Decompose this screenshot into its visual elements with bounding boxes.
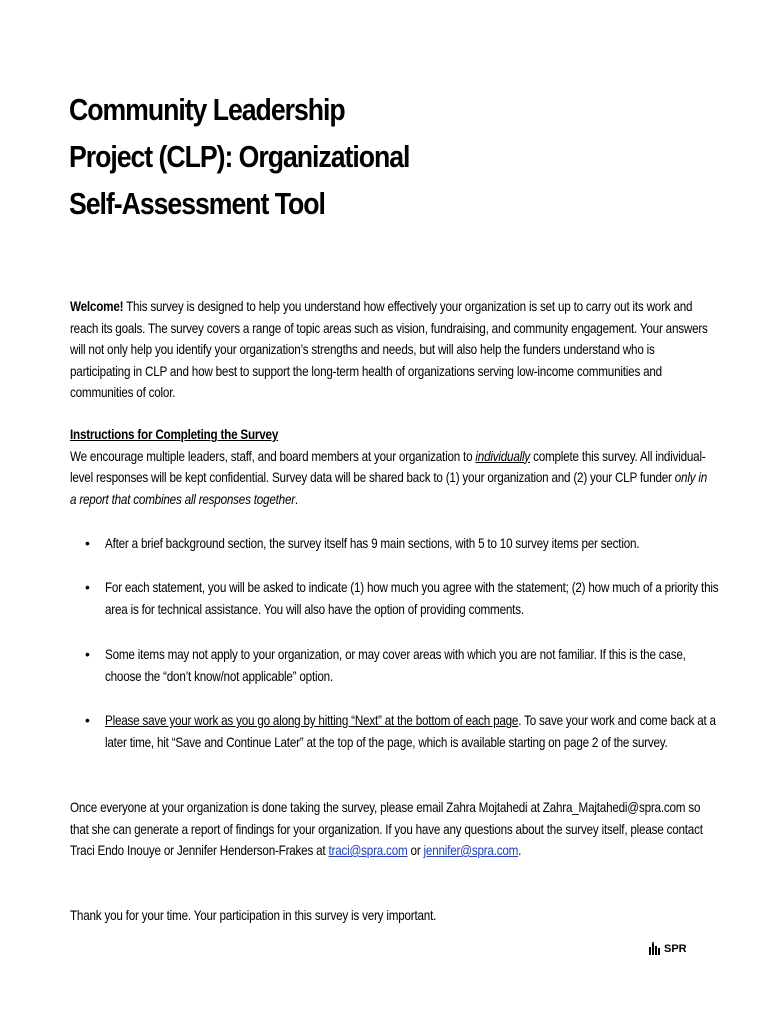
- bullet-text: After a brief background section, the survey itself has 9 main sections, with 5 to 10 survey items per section.: [105, 536, 640, 551]
- title-line-1: Community Leadership: [69, 92, 345, 127]
- bullet-text: [105, 710, 724, 753]
- instructions-section: [70, 424, 710, 510]
- save-work-detail: . To save your work and come back at a later time, hit “Save and Continue Later” at the top of the page, which is available starting on page 2 of the survey.: [105, 713, 716, 750]
- closing-paragraph: [70, 797, 710, 862]
- instructions-text-3: .: [294, 491, 298, 507]
- bullet-dot-icon: •: [85, 646, 90, 662]
- bullet-dot-icon: •: [85, 712, 90, 728]
- bullet-dot-icon: •: [85, 535, 90, 551]
- bullet-item-not-applicable: [85, 644, 770, 687]
- instructions-emphasis-individually: individually: [475, 448, 531, 464]
- closing-text-2: or: [407, 843, 424, 858]
- closing-text-1: Once everyone at your organization is done taking the survey, please email Zahra Mojtahedi at Zahra_Majtahedi@spra.com so that she can generate a report of findings for your organization. If you have any questions about the survey itself, please contact Traci Endo Inouye or Jennifer Henderson-Frakes at: [70, 800, 703, 858]
- jennifer-email-link[interactable]: jennifer@spra.com: [423, 843, 519, 858]
- title-line-2: Project (CLP): Organizational: [69, 139, 410, 174]
- page-title: [69, 86, 473, 227]
- bullet-item-statements: [85, 577, 770, 620]
- welcome-lead: Welcome!: [70, 299, 124, 314]
- title-line-3: Self-Assessment Tool: [69, 186, 325, 221]
- thank-you-note: [70, 905, 710, 927]
- bullet-text: For each statement, you will be asked to indicate (1) how much you agree with the statement; (2) how much of a priority this area is for technical assistance. You will also have the option of providing comments.: [105, 580, 719, 617]
- bullet-dot-icon: •: [85, 579, 90, 595]
- instructions-heading: Instructions for Completing the Survey: [70, 427, 279, 442]
- welcome-text: This survey is designed to help you understand how effectively your organization is set up to carry out its work and reach its goals. The survey covers a range of topic areas such as vision, fundraising, and community engagement. Your answers will not only help you identify your organization’s strengths and needs, but will also help the funders understand who is participating in CLP and how best to support the long-term health of organizations serving low-income communities and communities of color.: [70, 299, 708, 400]
- instructions-emphasis-report: only in a report that combines all responses together: [70, 470, 708, 507]
- bullet-item-sections: [85, 533, 770, 555]
- traci-email-link[interactable]: traci@spra.com: [328, 843, 408, 858]
- spr-logo-text: SPR: [664, 943, 687, 955]
- instructions-text-1: We encourage multiple leaders, staff, and board members at your organization to: [70, 448, 476, 464]
- welcome-paragraph: [70, 296, 710, 404]
- thank-you-text: Thank you for your time. Your participation in this survey is very important.: [70, 908, 437, 923]
- instructions-text-2: complete this survey. All individual-level responses will be kept confidential. Survey data will be shared back to (1) your organization and (2) your CLP funder: [70, 448, 706, 485]
- spr-logo-icon: [648, 942, 662, 956]
- closing-text-3: .: [518, 843, 522, 858]
- instructions-paragraph: [70, 446, 710, 511]
- bullet-text: Some items may not apply to your organization, or may cover areas with which you are not familiar. If this is the case, choose the “don’t know/not applicable” option.: [105, 647, 686, 684]
- save-work-instruction: Please save your work as you go along by hitting “Next” at the bottom of each page: [105, 713, 519, 728]
- spr-logo: [648, 942, 687, 956]
- bullet-item-save-work: [85, 710, 770, 753]
